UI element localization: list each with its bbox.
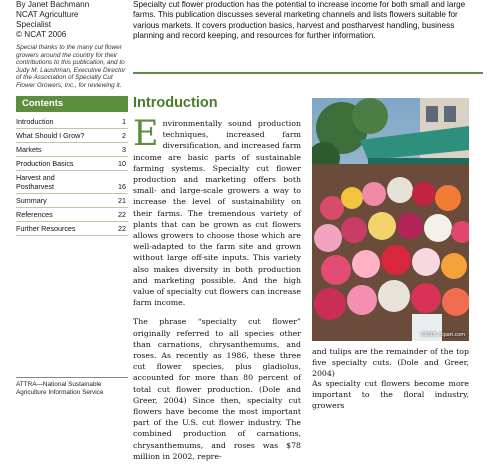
contents-list xyxy=(16,115,128,236)
intro-column xyxy=(133,114,301,470)
toc-item[interactable] xyxy=(16,194,128,208)
toc-item[interactable] xyxy=(16,222,128,236)
summary-text: Specialty cut flower production has the potential to increase income for both small and large farms. This publication discusses several marketing channels and lists flowers suitable for various markets. It covers production basics, harvest and postharvest handling, business planning and record keeping, and resources for further information. xyxy=(133,0,466,40)
intro-paragraph-1 xyxy=(133,114,301,308)
author-role: Specialist xyxy=(16,20,52,29)
section-heading: Introduction xyxy=(133,95,218,111)
toc-page: 3 xyxy=(122,145,126,154)
acknowledgements: Special thanks to the many cut flower growers around the country for their contributions to this publication, and to Judy M. Laushman, Executive Director of the Association of Specialty Cut Flower Growers, Inc., for reviewing it. xyxy=(16,44,126,89)
attra-footer: ATTRA—National Sustainable Agriculture Information Service xyxy=(16,377,128,397)
toc-item[interactable] xyxy=(16,115,128,129)
toc-item[interactable] xyxy=(16,157,128,171)
toc-item[interactable] xyxy=(16,129,128,143)
toc-label: Further Resources xyxy=(16,224,76,233)
toc-page: 10 xyxy=(118,159,126,168)
author-name: By Janet Bachmann xyxy=(16,0,90,9)
right-column-text: and tulips are the remainder of the top five specialty cuts. (Dole and Greer, 2004) xyxy=(312,347,469,379)
toc-page: 2 xyxy=(122,131,126,140)
intro-paragraph-1-text: nvironmentally sound production techniques, increased farm diversification, and increased farm income are basic parts of sustainable farming systems. Specialty cut flower production and marketing offers both small- and large-scale growers a way to increase the level of sustainability on their farms. The tremendous variety of plants that can be grown as cut flowers allows growers to choose those which are well-adapted to the farm site and grown without large off-site inputs. This variety also makes diversity in both production and marketing possible. And the high value of specialty cut flowers can increase farm income. xyxy=(133,119,301,308)
toc-page: 1 xyxy=(122,117,126,126)
author-org: NCAT Agriculture xyxy=(16,10,79,19)
flower-market-photo xyxy=(312,98,469,341)
toc-item[interactable] xyxy=(16,171,128,194)
copyright: © NCAT 2006 xyxy=(16,30,67,39)
toc-label: References xyxy=(16,210,53,219)
toc-item[interactable] xyxy=(16,208,128,222)
sidebar xyxy=(16,0,128,400)
toc-page: 21 xyxy=(118,196,126,205)
toc-page: 22 xyxy=(118,224,126,233)
toc-label: Introduction xyxy=(16,117,54,126)
drop-cap: E xyxy=(133,114,159,154)
photo-credit: ©2005 clipart.com xyxy=(420,332,465,338)
toc-page: 16 xyxy=(118,182,126,191)
right-column-text-2: As specialty cut flowers become more important to the floral industry, growers xyxy=(312,379,469,411)
toc-label: What Should I Grow? xyxy=(16,131,85,140)
author-block xyxy=(16,0,128,40)
intro-paragraph-2: The phrase “specialty cut flower” originally referred to all species other than carnations, chrysanthemums, and roses. As recently as 1986, these three cut flower species, plus gladiolus, accounted for more than 80 percent of total cut flower production. (Dole and Greer, 2004) Since then, specialty cut flowers have become the most important part of the U.S. cut flower industry. The combined production of carnations, chrysanthemums, and roses was $78 million in 2002, repre- xyxy=(133,317,301,461)
toc-page: 22 xyxy=(118,210,126,219)
photo-illustration xyxy=(312,98,469,341)
section-divider xyxy=(133,72,483,74)
contents-heading: Contents xyxy=(16,96,128,112)
table-of-contents xyxy=(16,96,128,236)
document-page xyxy=(16,0,476,461)
toc-item[interactable] xyxy=(16,143,128,157)
toc-label: Harvest and Postharvest xyxy=(16,173,55,191)
toc-label: Markets xyxy=(16,145,42,154)
toc-label: Production Basics xyxy=(16,159,74,168)
toc-label: Summary xyxy=(16,196,47,205)
